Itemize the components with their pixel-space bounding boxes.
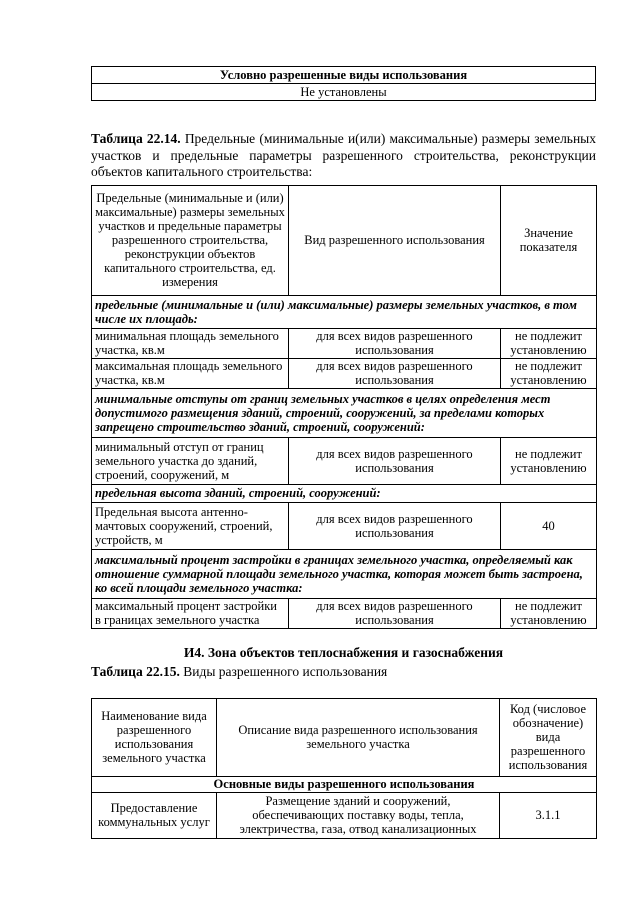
table-cell-use: для всех видов разрешенного использования xyxy=(289,358,501,388)
table-row: минимальная площадь земельного участка, кв.м xyxy=(92,328,289,358)
table-22-15-label: Таблица 22.15. xyxy=(91,663,180,679)
t14-col-header-value: Значение показателя xyxy=(501,185,597,295)
t15-col-header-code: Код (числовое обозначение) вида разрешенного использования xyxy=(500,698,597,776)
zone-title: И4. Зона объектов теплоснабжения и газоснабжения xyxy=(183,644,504,660)
table-row: максимальная площадь земельного участка, кв.м xyxy=(92,358,289,388)
table-cell-use: для всех видов разрешенного использования xyxy=(289,502,501,549)
table-row: максимальный процент застройки в границах земельного участка xyxy=(92,598,289,628)
table-row: Предельная высота антенно-мачтовых сооружений, строений, устройств, м xyxy=(92,502,289,549)
conditional-uses-value: Не установлены xyxy=(92,84,596,101)
table-cell-value: не подлежит установлению xyxy=(501,358,597,388)
table-cell-value: не подлежит установлению xyxy=(501,437,597,484)
table-22-14 xyxy=(91,185,597,629)
table-cell-value: не подлежит установлению xyxy=(501,328,597,358)
table-cell-desc: Размещение зданий и сооружений, обеспечивающих поставку воды, тепла, электричества, газа, отвод канализационных xyxy=(217,792,500,838)
table-22-15-caption xyxy=(91,664,596,680)
table-cell-value: не подлежит установлению xyxy=(501,598,597,628)
conditional-uses-table xyxy=(91,66,596,101)
table-cell-use: для всех видов разрешенного использования xyxy=(289,328,501,358)
t14-col-header-use: Вид разрешенного использования xyxy=(289,185,501,295)
table-row: минимальный отступ от границ земельного участка до зданий, строений, сооружений, м xyxy=(92,437,289,484)
t14-section-coverage: максимальный процент застройки в границах земельного участка, определяемый как отношение суммарной площади земельного участка, которая может быть застроена, ко всей площади земельного участка: xyxy=(92,549,597,598)
table-22-14-label: Таблица 22.14. xyxy=(91,131,181,146)
table-row: Предоставление коммунальных услуг xyxy=(92,792,217,838)
t14-section-setbacks: минимальные отступы от границ земельных участков в целях определения мест допустимого размещения зданий, строений, сооружений, за пределами которых запрещено строительство зданий, строений, сооружений: xyxy=(92,388,597,437)
t14-col-header-param: Предельные (минимальные и (или) максимальные) размеры земельных участков и предельные параметры разрешенного строительства, реконструкции объектов капитального строительства, ед. измерения xyxy=(92,185,289,295)
table-cell-code: 3.1.1 xyxy=(500,792,597,838)
t15-col-header-desc: Описание вида разрешенного использования земельного участка xyxy=(217,698,500,776)
table-22-15-caption-text: Виды разрешенного использования xyxy=(183,663,388,679)
table-cell-use: для всех видов разрешенного использования xyxy=(289,598,501,628)
table-22-14-caption-text: Предельные (минимальные и(или) максимальные) размеры земельных участков и предельные параметры разрешенного строительства, реконструкции объектов капитального строительства: xyxy=(91,131,597,179)
table-22-15 xyxy=(91,698,597,839)
table-cell-value: 40 xyxy=(501,502,597,549)
conditional-uses-header: Условно разрешенные виды использования xyxy=(92,67,596,84)
document-page xyxy=(91,66,596,839)
t14-section-height: предельная высота зданий, строений, сооружений: xyxy=(92,484,597,502)
table-22-14-caption xyxy=(91,131,596,181)
t14-section-sizes: предельные (минимальные и (или) максимальные) размеры земельных участков, в том числе их площадь: xyxy=(92,295,597,328)
t15-col-header-name: Наименование вида разрешенного использования земельного участка xyxy=(92,698,217,776)
t15-section-main: Основные виды разрешенного использования xyxy=(92,776,597,792)
table-cell-use: для всех видов разрешенного использования xyxy=(289,437,501,484)
